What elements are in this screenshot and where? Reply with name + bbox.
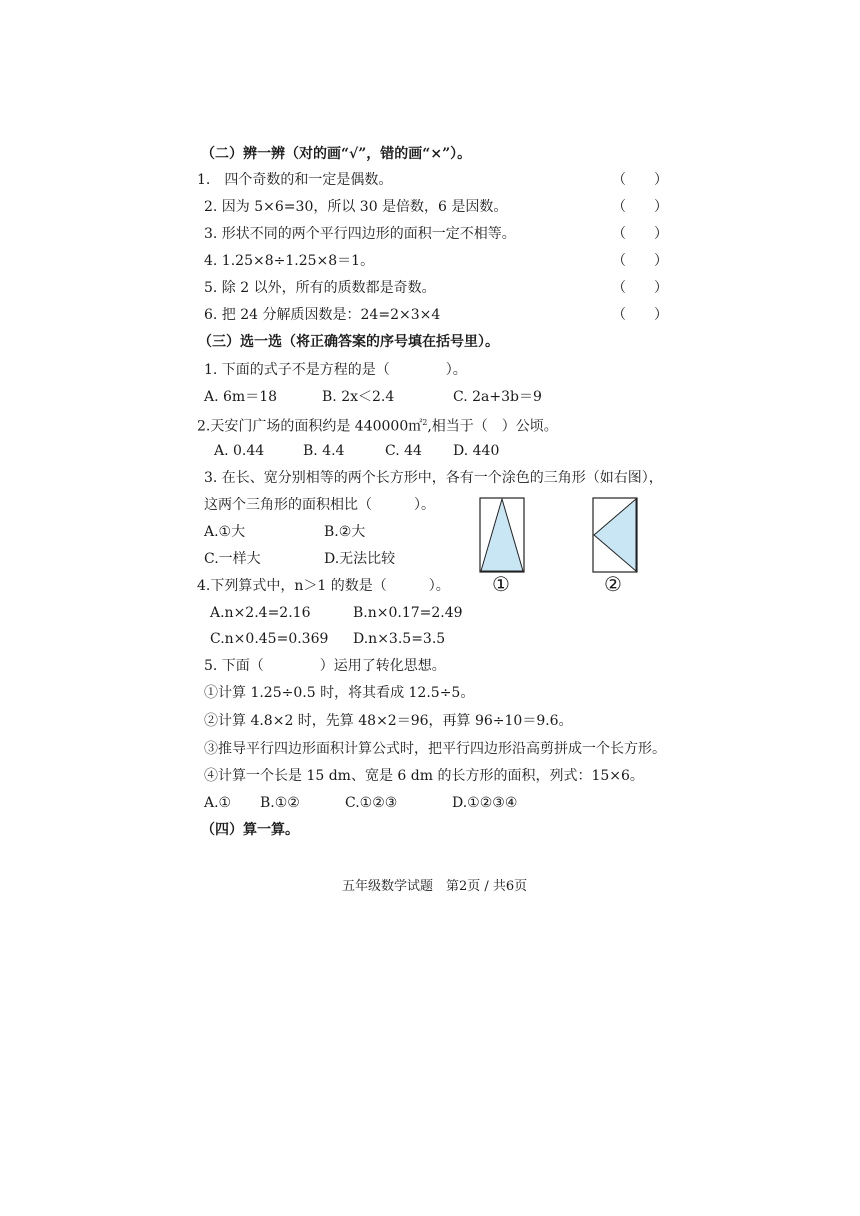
q5-option-b[interactable]: B.①②	[260, 795, 300, 811]
q2-option-b[interactable]: B. 4.4	[303, 443, 345, 459]
judge-answer-4[interactable]: （ ）	[612, 253, 668, 269]
q2-option-a[interactable]: A. 0.44	[214, 443, 265, 459]
q1-option-c[interactable]: C. 2a+3b＝9	[453, 389, 542, 405]
q3-option-b[interactable]: B.②大	[324, 524, 366, 540]
q4-option-b[interactable]: B.n×0.17=2.49	[353, 605, 463, 621]
judge-answer-5[interactable]: （ ）	[612, 280, 668, 296]
judge-answer-1[interactable]: （ ）	[612, 172, 668, 188]
q2-stem-post: ,相当于（ ）公顷。	[427, 418, 558, 435]
judge-item-4: 4. 1.25×8÷1.25×8＝1。	[204, 253, 375, 269]
q3-option-d[interactable]: D.无法比较	[324, 551, 396, 567]
q2-option-c[interactable]: C. 44	[385, 443, 422, 459]
q1-stem: 1. 下面的式子不是方程的是（ ）。	[204, 362, 467, 378]
page-footer: 五年级数学试题 第2页 / 共6页	[342, 879, 528, 894]
q1-option-a[interactable]: A. 6m＝18	[204, 389, 278, 405]
judge-item-5: 5. 除 2 以外，所有的质数都是奇数。	[204, 280, 436, 296]
section2-heading: （二）辨一辨（对的画“√”，错的画“×”）。	[201, 146, 472, 162]
judge-item-2: 2. 因为 5×6=30，所以 30 是倍数，6 是因数。	[204, 199, 508, 215]
q5-statement-3: ③推导平行四边形面积计算公式时，把平行四边形沿高剪拼成一个长方形。	[204, 741, 666, 757]
q3-figure-1	[479, 497, 525, 573]
q4-option-c[interactable]: C.n×0.45=0.369	[210, 631, 329, 647]
q4-option-d[interactable]: D.n×3.5=3.5	[353, 631, 446, 647]
q3-figure-2-label: ②	[604, 572, 622, 596]
q3-stem-line1: 3. 在长、宽分别相等的两个长方形中，各有一个涂色的三角形（如右图），	[204, 470, 663, 486]
q2-stem-sup: 2	[422, 418, 428, 427]
section4-heading: （四）算一算。	[201, 822, 299, 838]
q3-figure-1-label: ①	[492, 572, 510, 596]
judge-item-6: 6. 把 24 分解质因数是：24=2×3×4	[204, 307, 441, 323]
judge-item-1: 1. 四个奇数的和一定是偶数。	[197, 172, 393, 188]
q3-option-c[interactable]: C.一样大	[204, 551, 261, 567]
q5-statement-1: ①计算 1.25÷0.5 时，将其看成 12.5÷5。	[204, 685, 475, 701]
q2-stem	[197, 414, 558, 436]
judge-answer-2[interactable]: （ ）	[612, 199, 668, 215]
q5-stem: 5. 下面（ ）运用了转化思想。	[204, 658, 446, 674]
q5-option-d[interactable]: D.①②③④	[452, 795, 518, 811]
q5-statement-2: ②计算 4.8×2 时，先算 48×2＝96，再算 96÷10＝9.6。	[204, 713, 573, 729]
judge-answer-6[interactable]: （ ）	[612, 307, 668, 323]
q4-option-a[interactable]: A.n×2.4=2.16	[210, 605, 311, 621]
q4-stem: 4.下列算式中，n＞1 的数是（ ）。	[197, 578, 450, 594]
q3-figure-2	[592, 497, 638, 573]
q5-option-c[interactable]: C.①②③	[345, 795, 398, 811]
q2-stem-pre: 2.天安门广场的面积约是 440000㎡	[197, 418, 423, 435]
q2-option-d[interactable]: D. 440	[453, 443, 500, 459]
judge-item-3: 3. 形状不同的两个平行四边形的面积一定不相等。	[204, 226, 516, 242]
q5-option-a[interactable]: A.①	[204, 795, 232, 811]
q5-statement-4: ④计算一个长是 15 dm、宽是 6 dm 的长方形的面积，列式：15×6。	[204, 768, 644, 784]
q3-stem-line2: 这两个三角形的面积相比（ ）。	[204, 497, 435, 513]
q3-option-a[interactable]: A.①大	[204, 524, 246, 540]
q1-option-b[interactable]: B. 2x＜2.4	[322, 389, 395, 405]
section3-heading: （三）选一选（将正确答案的序号填在括号里）。	[198, 334, 499, 350]
judge-answer-3[interactable]: （ ）	[612, 226, 668, 242]
